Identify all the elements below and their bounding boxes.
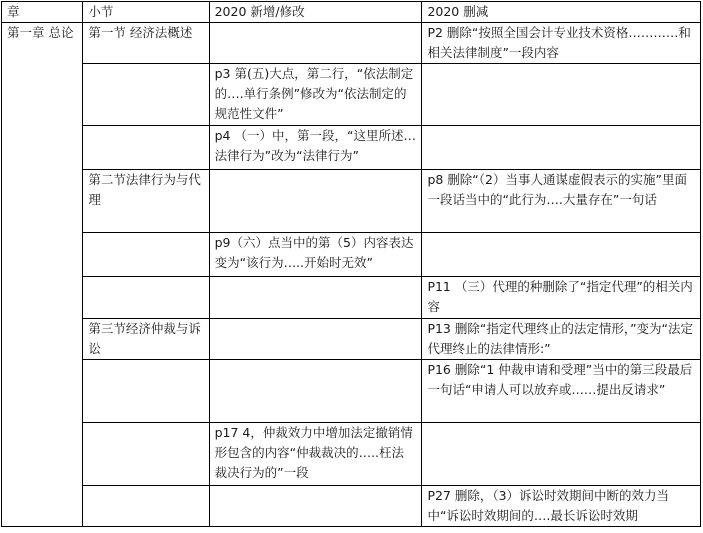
added-cell	[209, 23, 422, 64]
added-cell	[209, 319, 422, 360]
header-chapter: 章	[2, 2, 83, 23]
deleted-cell	[422, 233, 701, 277]
added-cell	[209, 486, 422, 527]
table-row	[2, 319, 701, 360]
deleted-cell: p8 删除“（2）当事人通谋虚假表示的实施”里面一段话当中的“此行为….大量存在”一句话	[422, 170, 701, 233]
table-row	[2, 423, 701, 486]
table-row	[2, 23, 701, 64]
section-cell	[83, 486, 209, 527]
header-deleted: 2020 删减	[422, 2, 701, 23]
header-added: 2020 新增/修改	[209, 2, 422, 23]
deleted-cell: P27 删除，（3）诉讼时效期间中断的效力当中“诉讼时效期间的….最长诉讼时效期	[422, 486, 701, 527]
deleted-cell	[422, 126, 701, 170]
section-cell: 第二节法律行为与代理	[83, 170, 209, 233]
table-row	[2, 486, 701, 527]
table-row	[2, 170, 701, 233]
deleted-cell: P2 删除“按照全国会计专业技术资格…………和相关法律制度”一段内容	[422, 23, 701, 64]
added-cell	[209, 277, 422, 319]
section-cell	[83, 423, 209, 486]
table-row	[2, 277, 701, 319]
table-row	[2, 64, 701, 126]
section-cell: 第一节 经济法概述	[83, 23, 209, 64]
section-cell	[83, 277, 209, 319]
added-cell: p9（六）点当中的第（5）内容表达变为“该行为…..开始时无效”	[209, 233, 422, 277]
table-row	[2, 360, 701, 423]
section-cell: 第三节经济仲裁与诉讼	[83, 319, 209, 360]
section-cell	[83, 64, 209, 126]
deleted-cell	[422, 423, 701, 486]
deleted-cell: P13 删除“指定代理终止的法定情形，”变为“法定代理终止的法律情形:”	[422, 319, 701, 360]
section-cell	[83, 233, 209, 277]
deleted-cell	[422, 64, 701, 126]
section-cell	[83, 126, 209, 170]
added-cell: p4 （一）中，第一段，“这里所述…法律行为”改为“法律行为”	[209, 126, 422, 170]
chapter-cell: 第一章 总论	[2, 23, 83, 527]
added-cell: p3 第(五)大点，第二行，“依法制定的….单行条例”修改为“依法制定的规范性文件”	[209, 64, 422, 126]
table-row	[2, 233, 701, 277]
added-cell	[209, 360, 422, 423]
header-row	[2, 2, 701, 23]
section-cell	[83, 360, 209, 423]
changes-table	[1, 1, 701, 527]
header-section: 小节	[83, 2, 209, 23]
deleted-cell: P16 删除“1 仲裁申请和受理”当中的第三段最后一句话“申请人可以放弃或……提出反请求”	[422, 360, 701, 423]
added-cell: p17 4，仲裁效力中增加法定撤销情形包含的内容“仲裁裁决的…..枉法裁决行为的”一段	[209, 423, 422, 486]
deleted-cell: P11 （三）代理的种删除了“指定代理”的相关内容	[422, 277, 701, 319]
table-row	[2, 126, 701, 170]
added-cell	[209, 170, 422, 233]
